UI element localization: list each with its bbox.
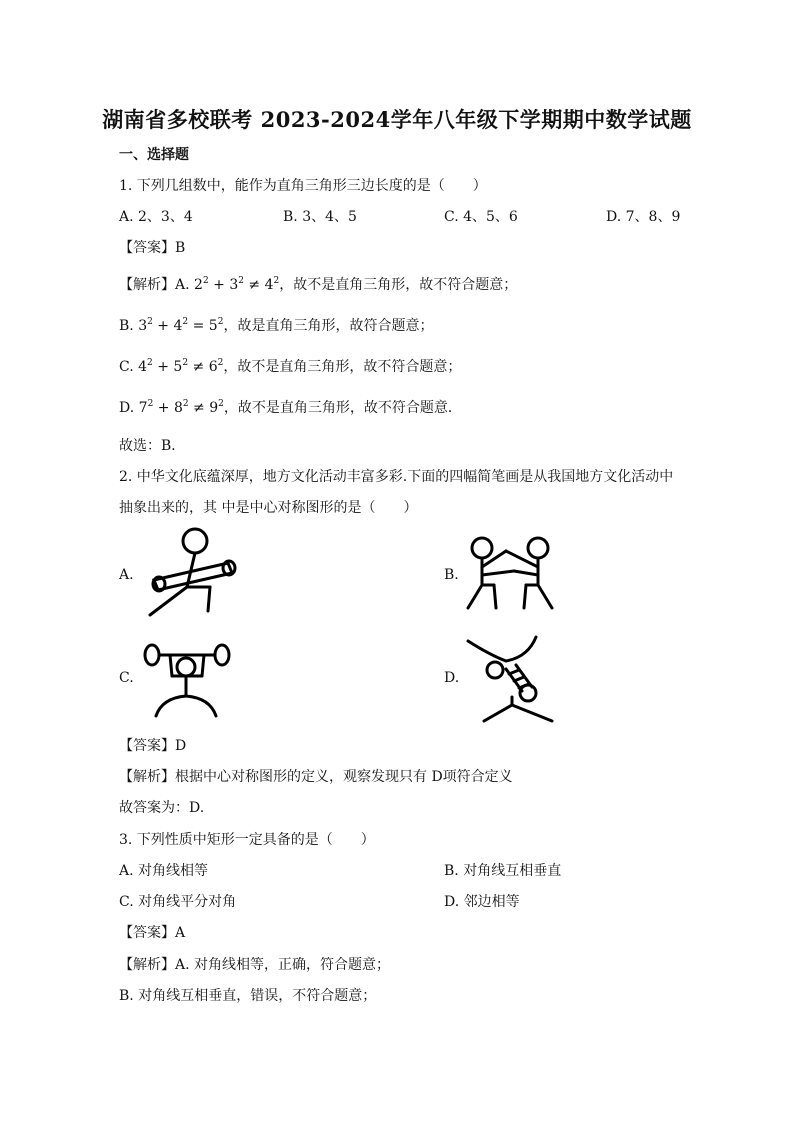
q2-conclusion: 故答案为：D. [119, 800, 205, 816]
q3-analysis-b: B. 对角线互相垂直，错误，不符合题意； [119, 988, 377, 1004]
q1-analysis-a: 【解析】A. $2^2 + 3^2 \ne 4^2$，故不是直角三角形，故不符合题意； [119, 276, 518, 293]
q1-analysis-b: B. $3^2 + 4^2 = 5^2$，故是直角三角形，故符合题意； [119, 317, 434, 334]
q2-label-c: C. [119, 670, 134, 686]
q2-figure-d-dancer [462, 633, 557, 726]
q1-option-d: D. 7、8、9 [606, 209, 681, 225]
q2-label-a: A. [119, 567, 134, 583]
q1-analysis-d: D. $7^2 + 8^2 \ne 9^2$，故不是直角三角形，故不符合题意． [119, 399, 462, 416]
q2-stem-line2: 抽象出来的，其 中是中心对称图形的是（ ） [119, 500, 418, 516]
q2-stem-line1: 2. 中华文化底蕴深厚，地方文化活动丰富多彩.下面的四幅简笔画是从我国地方文化活动中 [119, 469, 674, 485]
section-heading: 一、选择题 [119, 147, 189, 163]
q3-analysis-a: 【解析】A. 对角线相等，正确，符合题意； [119, 957, 391, 973]
q1-option-c: C. 4、5、6 [444, 209, 518, 225]
q2-figure-a-rower [140, 525, 245, 620]
q3-option-c: C. 对角线平分对角 [119, 894, 237, 910]
q2-analysis: 【解析】根据中心对称图形的定义，观察发现只有 D项符合定义 [119, 769, 513, 785]
q3-answer: 【答案】A [119, 925, 186, 941]
q1-conclusion: 故选：B． [119, 438, 186, 454]
q3-option-d: D. 邻边相等 [444, 894, 520, 910]
q2-label-d: D. [444, 670, 460, 686]
q1-stem: 1. 下列几组数中，能作为直角三角形三边长度的是（ ） [119, 178, 487, 194]
q1-answer: 【答案】B [119, 240, 186, 256]
q1-option-b: B. 3、4、5 [283, 209, 357, 225]
q3-option-b: B. 对角线互相垂直 [444, 863, 562, 879]
page-title: 湖南省多校联考 2023-2024学年八年级下学期期中数学试题 [102, 107, 692, 132]
q3-stem: 3. 下列性质中矩形一定具备的是（ ） [119, 832, 375, 848]
q2-label-b: B. [444, 567, 459, 583]
q2-figure-c-weightlifter [140, 640, 235, 720]
q2-answer: 【答案】D [119, 738, 187, 754]
q2-figure-b-wrestlers [462, 533, 557, 613]
analysis-label: 【解析】 [119, 277, 175, 293]
q3-option-a: A. 对角线相等 [119, 863, 209, 879]
q1-analysis-c: C. $4^2 + 5^2 \ne 6^2$，故不是直角三角形，故不符合题意； [119, 358, 462, 375]
q1-option-a: A. 2、3、4 [119, 209, 193, 225]
